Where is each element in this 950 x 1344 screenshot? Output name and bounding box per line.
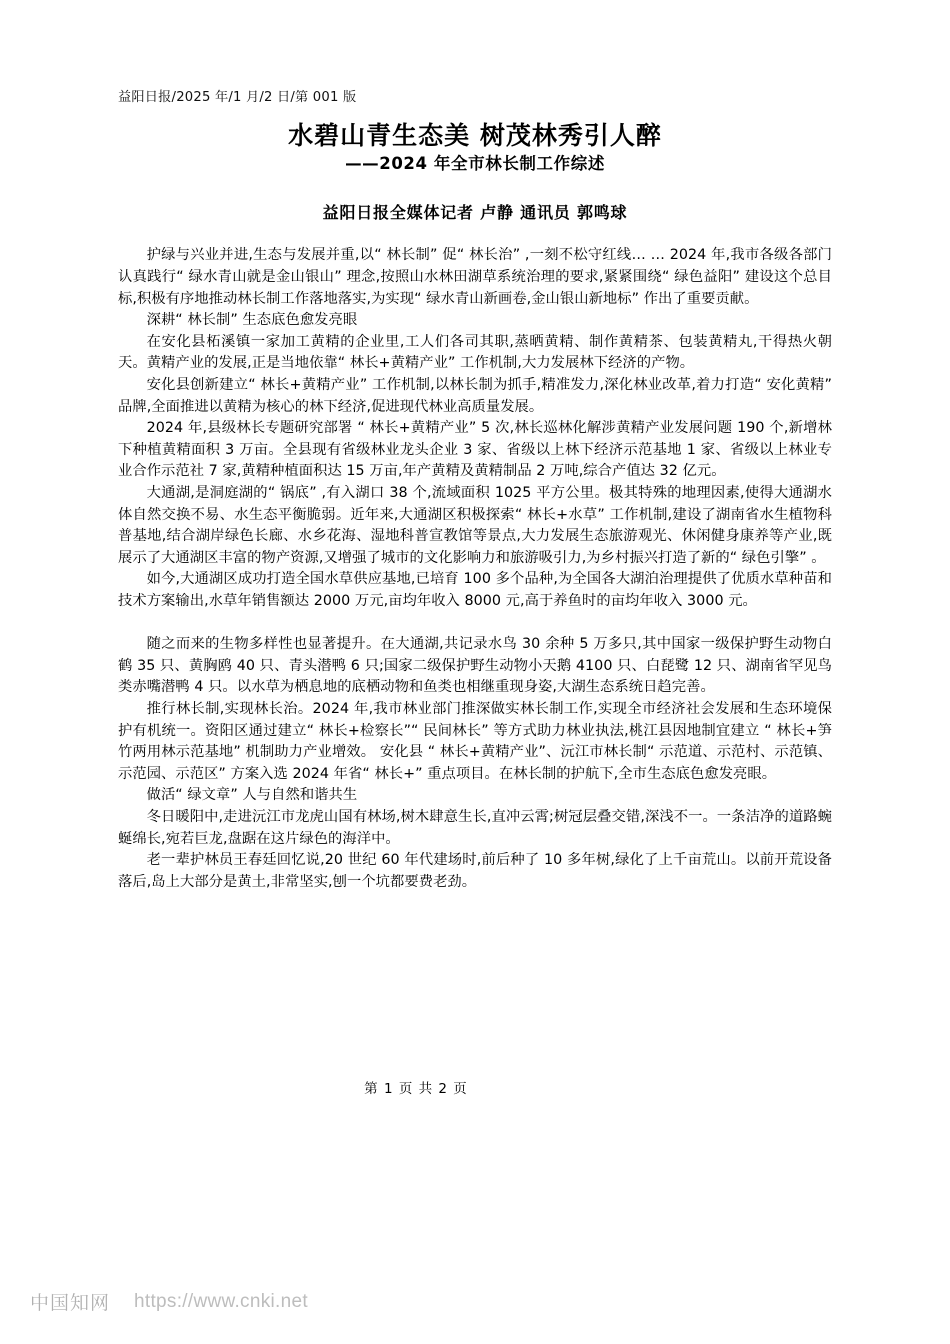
- cnki-logo-text: 中国知网: [30, 1292, 111, 1314]
- article-paragraph: 冬日暖阳中,走进沅江市龙虎山国有林场,树木肆意生长,直冲云霄;树冠层叠交错,深浅不一。一条洁净的道路蜿蜒绵长,宛若巨龙,盘踞在这片绿色的海洋中。: [118, 808, 832, 847]
- article-paragraph: 随之而来的生物多样性也显著提升。在大通湖,共记录水鸟 30 余种 5 万多只,其中国家一级保护野生动物白鹤 35 只、黄胸鸥 40 只、青头潜鸭 6 只;国家二级保护野生动物小天鹅 4100 只、白琵鹭 12 只、湖南省罕见鸟类赤嘴潜鸭 4 只。以水草为栖息地的底栖动物和鱼类也相继重现身姿,大湖生态系统日趋完善。: [118, 636, 832, 696]
- article-paragraph: 安化县创新建立“ 林长+黄精产业” 工作机制,以林长制为抓手,精准发力,深化林业改革,着力打造“ 安化黄精” 品牌,全面推进以黄精为核心的林下经济,促进现代林业高质量发展。: [118, 377, 832, 415]
- page-subtitle: ——2024 年全市林长制工作综述: [345, 154, 605, 174]
- article-paragraph: 大通湖,是洞庭湖的“ 锅底” ,有入湖口 38 个,流域面积 1025 平方公里。极其特殊的地理因素,使得大通湖水体自然交换不易、水生态平衡脆弱。近年来,大通湖区积极探索“ 林长+水草” 工作机制,建设了湖南省水生植物科普基地,结合湖岸绿色长廊、水乡花海、湿地科普宣教馆等景点,大力发展生态旅游观光、休闲健身康养等产业,既展示了大通湖区丰富的物产资源,又增强了城市的文化影响力和旅游吸引力,为乡村振兴打造了新的“ 绿色引擎” 。: [118, 485, 832, 566]
- document-content: [118, 88, 832, 893]
- article-paragraph: 做活“ 绿文章” 人与自然和谐共生: [146, 787, 358, 804]
- article-paragraph: 在安化县柘溪镇一家加工黄精的企业里,工人们各司其职,蒸晒黄精、制作黄精茶、包装黄精丸,干得热火朝天。黄精产业的发展,正是当地依靠“ 林长+黄精产业” 工作机制,大力发展林下经济的产物。: [118, 333, 832, 372]
- article-paragraph: 护绿与兴业并进,生态与发展并重,以“ 林长制” 促“ 林长治” ,一刻不松守红线… … 2024 年,我市各级各部门认真践行“ 绿水青山就是金山银山” 理念,按照山水林田湖草系统治理的要求,紧紧围绕“ 绿色益阳” 建设这个总目标,积极有序地推动林长制工作落地落实,为实现“ 绿水青山新画卷,金山银山新地标” 作出了重要贡献。: [118, 247, 832, 307]
- article-paragraph: 老一辈护林员王春廷回忆说,20 世纪 60 年代建场时,前后种了 10 多年树,绿化了上千亩荒山。以前开荒设备落后,岛上大部分是黄土,非常坚实,刨一个坑都要费老劲。: [118, 852, 832, 890]
- page-number-footer: 第 1 页 共 2 页: [364, 1081, 468, 1097]
- article-paragraph: 如今,大通湖区成功打造全国水草供应基地,已培育 100 多个品种,为全国各大湖泊治理提供了优质水草种苗和技术方案输出,水草年销售额达 2000 万元,亩均年收入 8000 元,高于养鱼时的亩均年收入 3000 元。: [118, 571, 832, 609]
- cnki-watermark: [30, 1288, 308, 1315]
- article-paragraph: 推行林长制,实现林长治。2024 年,我市林业部门推深做实林长制工作,实现全市经济社会发展和生态环境保护有机统一。资阳区通过建立“ 林长+检察长”“ 民间林长” 等方式助力林业执法,桃江县因地制宜建立 “ 林长+笋竹两用林示范基地” 机制助力产业增效。 安化县 “ 林长+黄精产业”、沅江市林长制“ 示范道、示范村、示范镇、示范园、示范区” 方案入选 2024 年省“ 林长+” 重点项目。在林长制的护航下,全市生态底色愈发亮眼。: [118, 700, 832, 782]
- cnki-url-text: https://www.cnki.net: [134, 1290, 308, 1312]
- byline: 益阳日报全媒体记者 卢静 通讯员 郭鸣球: [322, 203, 628, 223]
- source-citation-line: 益阳日报/2025 年/1 月/2 日/第 001 版: [118, 90, 357, 105]
- article-paragraph: 深耕“ 林长制” 生态底色愈发亮眼: [146, 312, 358, 329]
- article-paragraph: 2024 年,县级林长专题研究部署 “ 林长+黄精产业” 5 次,林长巡林化解涉黄精产业发展问题 190 个,新增林下种植黄精面积 3 万亩。全县现有省级林业龙头企业 3 家、省级以上林下经济示范基地 1 家、省级以上林业专业合作示范社 7 家,黄精种植面积达 15 万亩,年产黄精及黄精制品 2 万吨,综合产值达 32 亿元。: [118, 420, 832, 480]
- article-body: [118, 245, 832, 893]
- page-title: 水碧山青生态美 树茂林秀引人醉: [288, 120, 662, 150]
